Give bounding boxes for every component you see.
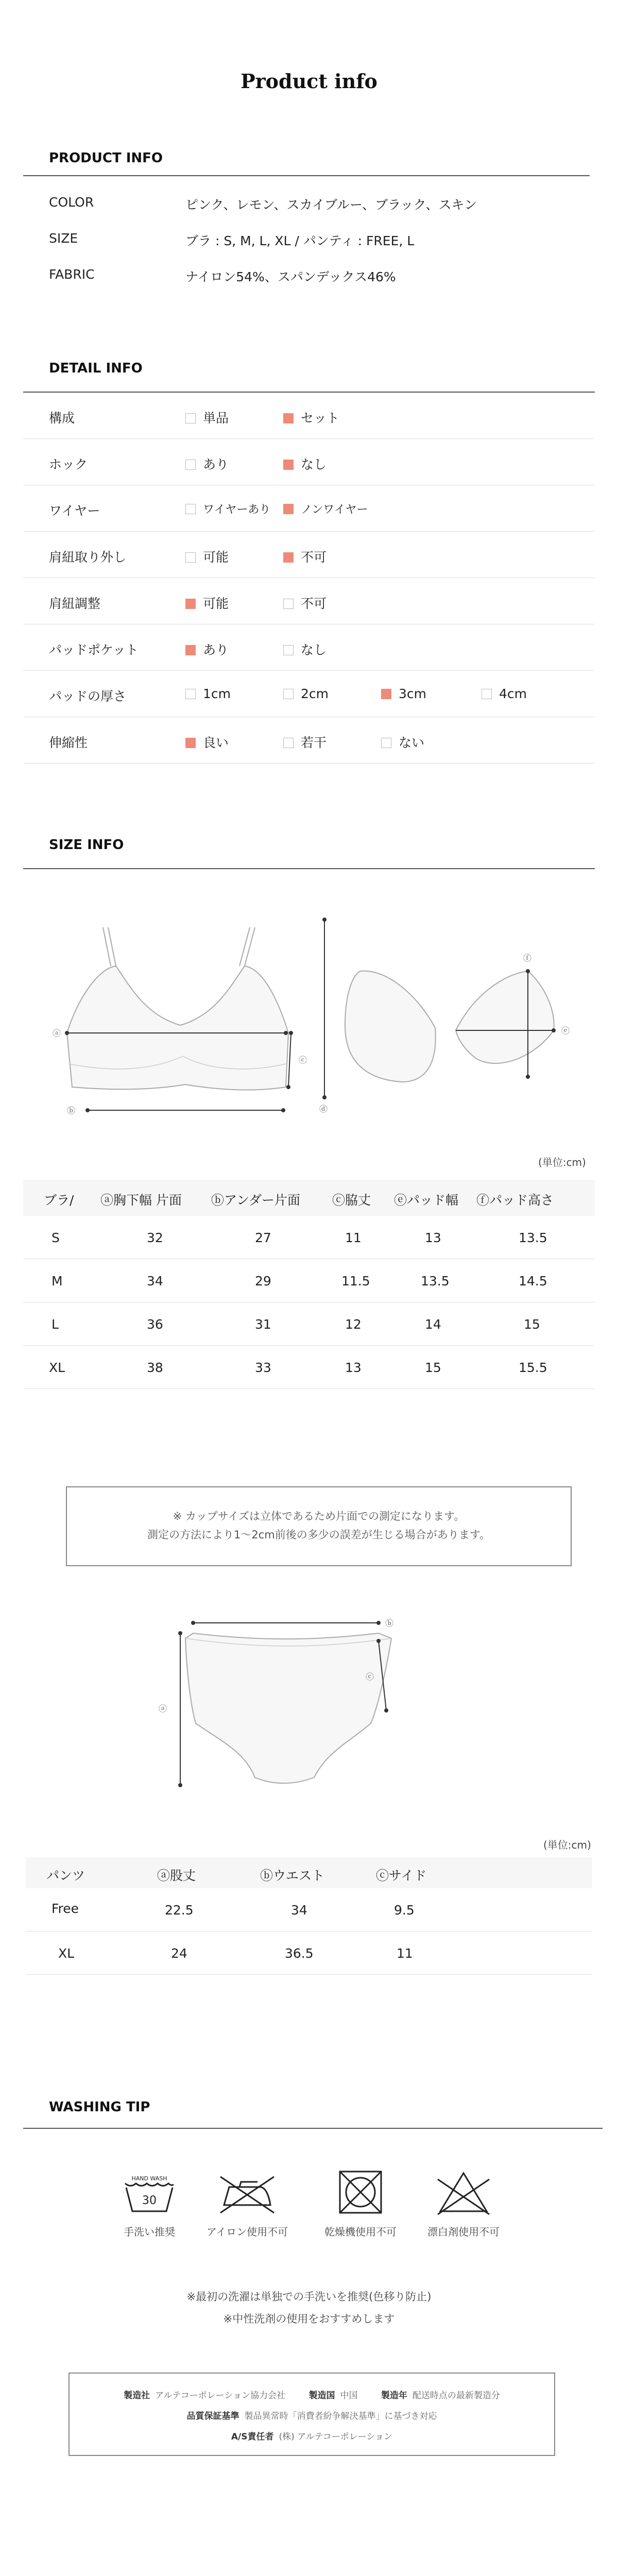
maker-line: 品質保証基準 製品異常時「消費者紛争解決基準」に基づき対応	[186, 2411, 437, 2421]
detail-option: 4cm	[482, 686, 527, 701]
checkbox-icon	[283, 738, 294, 748]
wash-note: ※中性洗剤の使用をおすすめします	[223, 2313, 395, 2325]
table-row: M 34 29 11.5 13.5 14.5	[23, 1259, 595, 1302]
table-header-cell: ⓑウエスト	[260, 1868, 325, 1883]
svg-text:HAND WASH: HAND WASH	[131, 2175, 167, 2182]
checkbox-icon	[283, 599, 294, 609]
unit-label: (単位:cm)	[538, 1156, 586, 1168]
product-info-key: COLOR	[49, 195, 94, 210]
washing-tip-heading: WASHING TIP	[49, 2099, 150, 2115]
checkbox-icon	[482, 689, 492, 699]
table-header-cell: ブラ/	[44, 1193, 74, 1208]
label-e: ⓔ	[561, 1026, 570, 1036]
bra-size-table	[23, 1180, 595, 1396]
detail-option: あり	[185, 640, 229, 658]
label-d: ⓓ	[319, 1104, 328, 1114]
product-info-heading: PRODUCT INFO	[49, 150, 163, 166]
detail-key: パッドポケット	[49, 642, 139, 657]
detail-option: 単品	[185, 408, 229, 427]
table-header-cell: ⓕパッド高さ	[476, 1193, 554, 1208]
detail-option: あり	[185, 454, 229, 473]
product-info-value: ブラ : S, M, L, XL / パンティ : FREE, L	[185, 233, 415, 248]
no-iron-icon	[216, 2169, 278, 2215]
detail-row-stretch	[23, 717, 595, 764]
table-row: L 36 31 12 14 15	[23, 1302, 595, 1346]
table-header-cell: ⓔパッド幅	[394, 1193, 459, 1208]
detail-key: ワイヤー	[49, 503, 100, 518]
detail-row-pad-pocket	[23, 624, 595, 671]
checkbox-checked-icon	[283, 460, 294, 470]
detail-row-strap-removable	[23, 532, 595, 578]
washing-tip-rule	[23, 2128, 603, 2129]
detail-key: 伸縮性	[49, 735, 88, 750]
detail-option: 3cm	[381, 686, 426, 701]
svg-text:30: 30	[142, 2194, 157, 2207]
wash-item-no-tumble-dry	[309, 2169, 412, 2239]
no-bleach-icon	[433, 2169, 494, 2215]
product-info-key: SIZE	[49, 231, 78, 246]
wash-note: ※最初の洗濯は単独での手洗いを推奨(色移り防止)	[186, 2291, 432, 2303]
checkbox-icon	[185, 689, 196, 699]
detail-row-composition	[23, 393, 595, 439]
detail-option: 1cm	[185, 686, 231, 701]
size-notice	[66, 1486, 572, 1566]
checkbox-checked-icon	[283, 504, 294, 514]
detail-option: 不可	[283, 594, 327, 612]
table-header-cell: ⓑアンダー片面	[211, 1193, 301, 1208]
label-c: ⓒ	[366, 1672, 374, 1682]
detail-option: 不可	[283, 547, 327, 566]
detail-key: 構成	[49, 411, 75, 426]
detail-row-hook	[23, 439, 595, 485]
table-header-cell: ⓒサイド	[376, 1868, 427, 1883]
product-info-value: ナイロン54%、スパンデックス46%	[185, 269, 396, 284]
detail-option: なし	[283, 640, 327, 658]
wash-item-no-bleach	[412, 2169, 515, 2239]
checkbox-icon	[185, 413, 196, 423]
detail-option: 2cm	[283, 686, 329, 701]
size-info-heading: SIZE INFO	[49, 837, 124, 853]
panty-size-diagram	[144, 1602, 453, 1808]
label-a: ⓐ	[53, 1028, 61, 1038]
checkbox-checked-icon	[185, 599, 196, 609]
size-info-rule	[23, 868, 595, 869]
bra-size-diagram	[46, 917, 603, 1133]
checkbox-icon	[185, 552, 196, 563]
checkbox-icon	[185, 504, 196, 514]
detail-option: なし	[283, 454, 327, 473]
detail-option: ノンワイヤー	[283, 501, 368, 517]
panty-size-table	[26, 1857, 592, 1991]
table-header-cell: ⓐ胸下幅 片面	[100, 1193, 182, 1208]
checkbox-icon	[283, 645, 294, 655]
maker-line: A/S責任者 (株) アルテコーポレーション	[231, 2432, 393, 2442]
detail-row-strap-adjust	[23, 578, 595, 624]
detail-key: 肩紐取り外し	[49, 550, 127, 565]
wash-item-hand-wash	[98, 2169, 201, 2239]
hand-wash-icon	[121, 2169, 178, 2215]
detail-option: 可能	[185, 547, 229, 566]
detail-key: 肩紐調整	[49, 596, 101, 611]
detail-option: 可能	[185, 594, 229, 612]
checkbox-checked-icon	[185, 645, 196, 655]
table-header-cell: ⓐ股丈	[157, 1868, 196, 1883]
table-row: XL 24 36.5 11	[26, 1931, 592, 1975]
table-row: Free 22.5 34 9.5	[26, 1888, 592, 1931]
table-row: S 32 27 11 13 13.5	[23, 1216, 595, 1259]
detail-key: ホック	[49, 457, 88, 472]
unit-label: (単位:cm)	[543, 1839, 591, 1851]
product-info-value: ピンク、レモン、スカイブルー、ブラック、スキン	[185, 197, 477, 212]
notice-line: 測定の方法により1～2cm前後の多少の誤差が生じる場合があります。	[147, 1529, 491, 1541]
label-b: ⓑ	[385, 1618, 394, 1628]
page-title: Product info	[241, 70, 377, 93]
table-header-cell: ⓒ脇丈	[332, 1193, 371, 1208]
detail-option: 良い	[185, 733, 229, 751]
checkbox-checked-icon	[283, 413, 294, 423]
detail-option: ワイヤーあり	[185, 501, 270, 517]
maker-line: 製造社 アルテコーポレーション協力会社 製造国 中国 製造年 配送時点の最新製造分	[124, 2391, 500, 2401]
checkbox-checked-icon	[283, 552, 294, 563]
wash-label: 手洗い推奨	[124, 2226, 175, 2238]
wash-label: 漂白剤使用不可	[427, 2226, 500, 2238]
checkbox-icon	[185, 460, 196, 470]
table-header-cell: パンツ	[46, 1868, 85, 1883]
detail-info-heading: DETAIL INFO	[49, 361, 143, 376]
detail-row-pad-thickness	[23, 671, 595, 717]
wash-item-no-iron	[196, 2169, 299, 2239]
checkbox-checked-icon	[381, 689, 391, 699]
label-b: ⓑ	[67, 1106, 76, 1115]
manufacturer-box	[68, 2372, 555, 2456]
label-a: ⓐ	[159, 1704, 167, 1714]
wash-label: アイロン使用不可	[206, 2226, 288, 2238]
detail-option: ない	[381, 733, 424, 751]
notice-line: ※ カップサイズは立体であるため片面での測定になります。	[173, 1510, 465, 1522]
detail-option: 若干	[283, 733, 327, 751]
product-info-rule	[23, 175, 590, 176]
detail-key: パッドの厚さ	[49, 689, 127, 704]
no-tumble-dry-icon	[332, 2169, 389, 2215]
checkbox-icon	[283, 689, 294, 699]
checkbox-checked-icon	[185, 738, 196, 748]
label-c: ⓒ	[299, 1055, 307, 1065]
product-info-key: FABRIC	[49, 267, 95, 282]
detail-option: セット	[283, 408, 339, 427]
label-f: ⓕ	[523, 953, 532, 963]
wash-label: 乾燥機使用不可	[324, 2226, 397, 2238]
detail-row-wire	[23, 485, 595, 532]
checkbox-icon	[381, 738, 391, 748]
table-row: XL 38 33 13 15 15.5	[23, 1346, 595, 1389]
